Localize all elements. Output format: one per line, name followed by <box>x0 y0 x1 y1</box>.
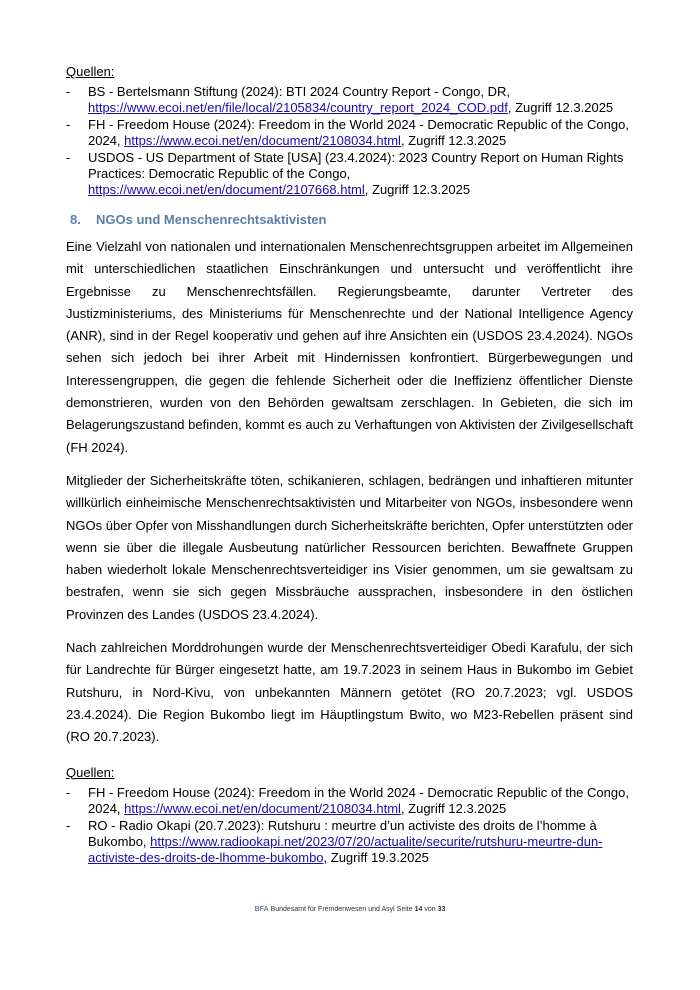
section-number: 8. <box>70 212 81 227</box>
footer-of-label: von <box>424 906 436 913</box>
body-paragraph: Mitglieder der Sicherheitskräfte töten, schikanieren, schlagen, bedrängen und inhaftieren mitunter willkürlich einheimische Menschenrechtsaktivisten und Mitarbeiter von NGOs, insbesondere wenn NGOs über Opfer von Misshandlungen durch Sicherheitskräfte berichten, Opfer unterstützten oder wenn sie über die illegale Ausbeutung natürlicher Ressourcen berichten. Bewaffnete Gruppen haben wiederholt lokale Menschenrechtsverteidiger ins Visier genommen, um sie gewaltsam zu bestrafen, wenn sie sich gegen Missbräuche aussprachen, insbesondere in den östlichen Provinzen des Landes (USDOS 23.4.2024). <box>66 472 633 622</box>
source-access: , Zugriff 19.3.2025 <box>323 849 429 865</box>
source-link[interactable]: https://www.ecoi.net/en/document/2108034.html <box>124 133 401 148</box>
source-text: FH - Freedom House (2024): Freedom in the World 2024 - Democratic Republic of the Congo, 2024, <box>88 784 629 816</box>
source-item: - BS - Bertelsmann Stiftung (2024): BTI 2024 Country Report - Congo, DR, https://www.ecoi.net/en/file/local/2105834/country_report_2024_COD.pdf, Zugriff 12.3.2025 <box>66 84 614 115</box>
body-paragraph: Nach zahlreichen Morddrohungen wurde der Menschenrechtsverteidiger Obedi Karafulu, der sich für Landrechte für Bürger eingesetzt hatte, am 19.7.2023 in seinem Haus in Bukombo im Gebiet Rutshuru, in Nord-Kivu, von unbekannten Männern getötet (RO 20.7.2023; vgl. USDOS 23.4.2024). Die Region Bukombo liegt im Häuptlingstum Bwito, wo M23-Rebellen präsent sind (RO 20.7.2023). <box>66 640 633 745</box>
source-access: , Zugriff 12.3.2025 <box>400 800 507 816</box>
source-access: , Zugriff 12.3.2025 <box>400 133 507 148</box>
section-title: NGOs und Menschenrechtsaktivisten <box>96 212 327 227</box>
source-link[interactable]: https://www.ecoi.net/en/file/local/2105834/country_report_2024_COD.pdf <box>88 100 508 115</box>
source-link[interactable]: https://www.radiookapi.net/2023/07/20/actualite/securite/rutshuru-meurtre-dun-activiste-des-droits-de-lhomme-bukombo <box>88 833 603 865</box>
footer-page-total: 33 <box>437 906 446 913</box>
source-item: - RO - Radio Okapi (20.7.2023): Rutshuru : meurtre d’un activiste des droits de l’homme à Bukombo, https://www.radiookapi.net/2023/07/20/actualite/securite/rutshuru-meurtre-dun-activiste-des-droits-de-lhomme-bukombo, Zugriff 19.3.2025 <box>66 817 603 865</box>
footer-page-label: Seite <box>396 906 413 913</box>
body-paragraph: Eine Vielzahl von nationalen und internationalen Menschenrechtsgruppen arbeitet im Allgemeinen mit unterschiedlichen staatlichen Einschränkungen und untersucht und veröffentlicht ihre Ergebnisse zu Menschenrechtsfällen. Regierungsbeamte, darunter Vertreter des Justizministeriums, des Ministeriums für Menschenrechte und der National Intelligence Agency (ANR), sind in der Regel kooperativ und gehen auf ihre Ansichten ein (USDOS 23.4.2024). NGOs sehen sich jedoch bei ihrer Arbeit mit Hindernissen konfrontiert. Bürgerbewegungen und Interessengruppen, die gegen die fehlende Sicherheit oder die Ineffizienz öffentlicher Dienste demonstrieren, wurden von den Behörden gewaltsam zerschlagen. In Gebieten, die sich im Belagerungszustand befinden, kommt es auch zu Verhaftungen von Aktivisten der Zivilgesellschaft (FH 2024). <box>66 239 633 455</box>
source-item: - FH - Freedom House (2024): Freedom in the World 2024 - Democratic Republic of the Congo, 2024, https://www.ecoi.net/en/document/2108034.html, Zugriff 12.3.2025 <box>66 117 629 148</box>
sources-heading: Quellen: <box>66 764 115 780</box>
source-access: , Zugriff 12.3.2025 <box>364 182 471 197</box>
source-item: - FH - Freedom House (2024): Freedom in the World 2024 - Democratic Republic of the Congo, 2024, https://www.ecoi.net/en/document/2108034.html, Zugriff 12.3.2025 <box>66 784 629 816</box>
footer-org: Bundesamt für Fremdenwesen und Asyl <box>270 906 395 913</box>
document-page <box>66 62 633 867</box>
source-text: FH - Freedom House (2024): Freedom in the World 2024 - Democratic Republic of the Congo, 2024, <box>88 117 629 148</box>
source-text: RO - Radio Okapi (20.7.2023): Rutshuru : meurtre d’un activiste des droits de l’homme à Bukombo, <box>88 817 597 849</box>
source-text: BS - Bertelsmann Stiftung (2024): BTI 2024 Country Report - Congo, DR, <box>88 84 510 99</box>
footer-page-number: 14 <box>414 906 423 913</box>
source-link[interactable]: https://www.ecoi.net/en/document/2108034.html <box>124 800 401 816</box>
page-footer <box>0 906 700 913</box>
source-item: - USDOS - US Department of State [USA] (23.4.2024): 2023 Country Report on Human Rights Practices: Democratic Republic of the Congo, https://www.ecoi.net/en/document/2107668.html, Zugriff 12.3.2025 <box>66 150 624 197</box>
source-link[interactable]: https://www.ecoi.net/en/document/2107668.html <box>88 182 365 197</box>
footer-logo: BFA <box>254 906 269 913</box>
section-heading <box>70 212 633 227</box>
sources-list <box>66 785 633 866</box>
sources-list <box>66 84 633 198</box>
source-access: , Zugriff 12.3.2025 <box>507 100 614 115</box>
sources-heading: Quellen: <box>66 64 115 79</box>
source-text: USDOS - US Department of State [USA] (23.4.2024): 2023 Country Report on Human Rights Practices: Democratic Republic of the Congo, <box>88 150 624 181</box>
